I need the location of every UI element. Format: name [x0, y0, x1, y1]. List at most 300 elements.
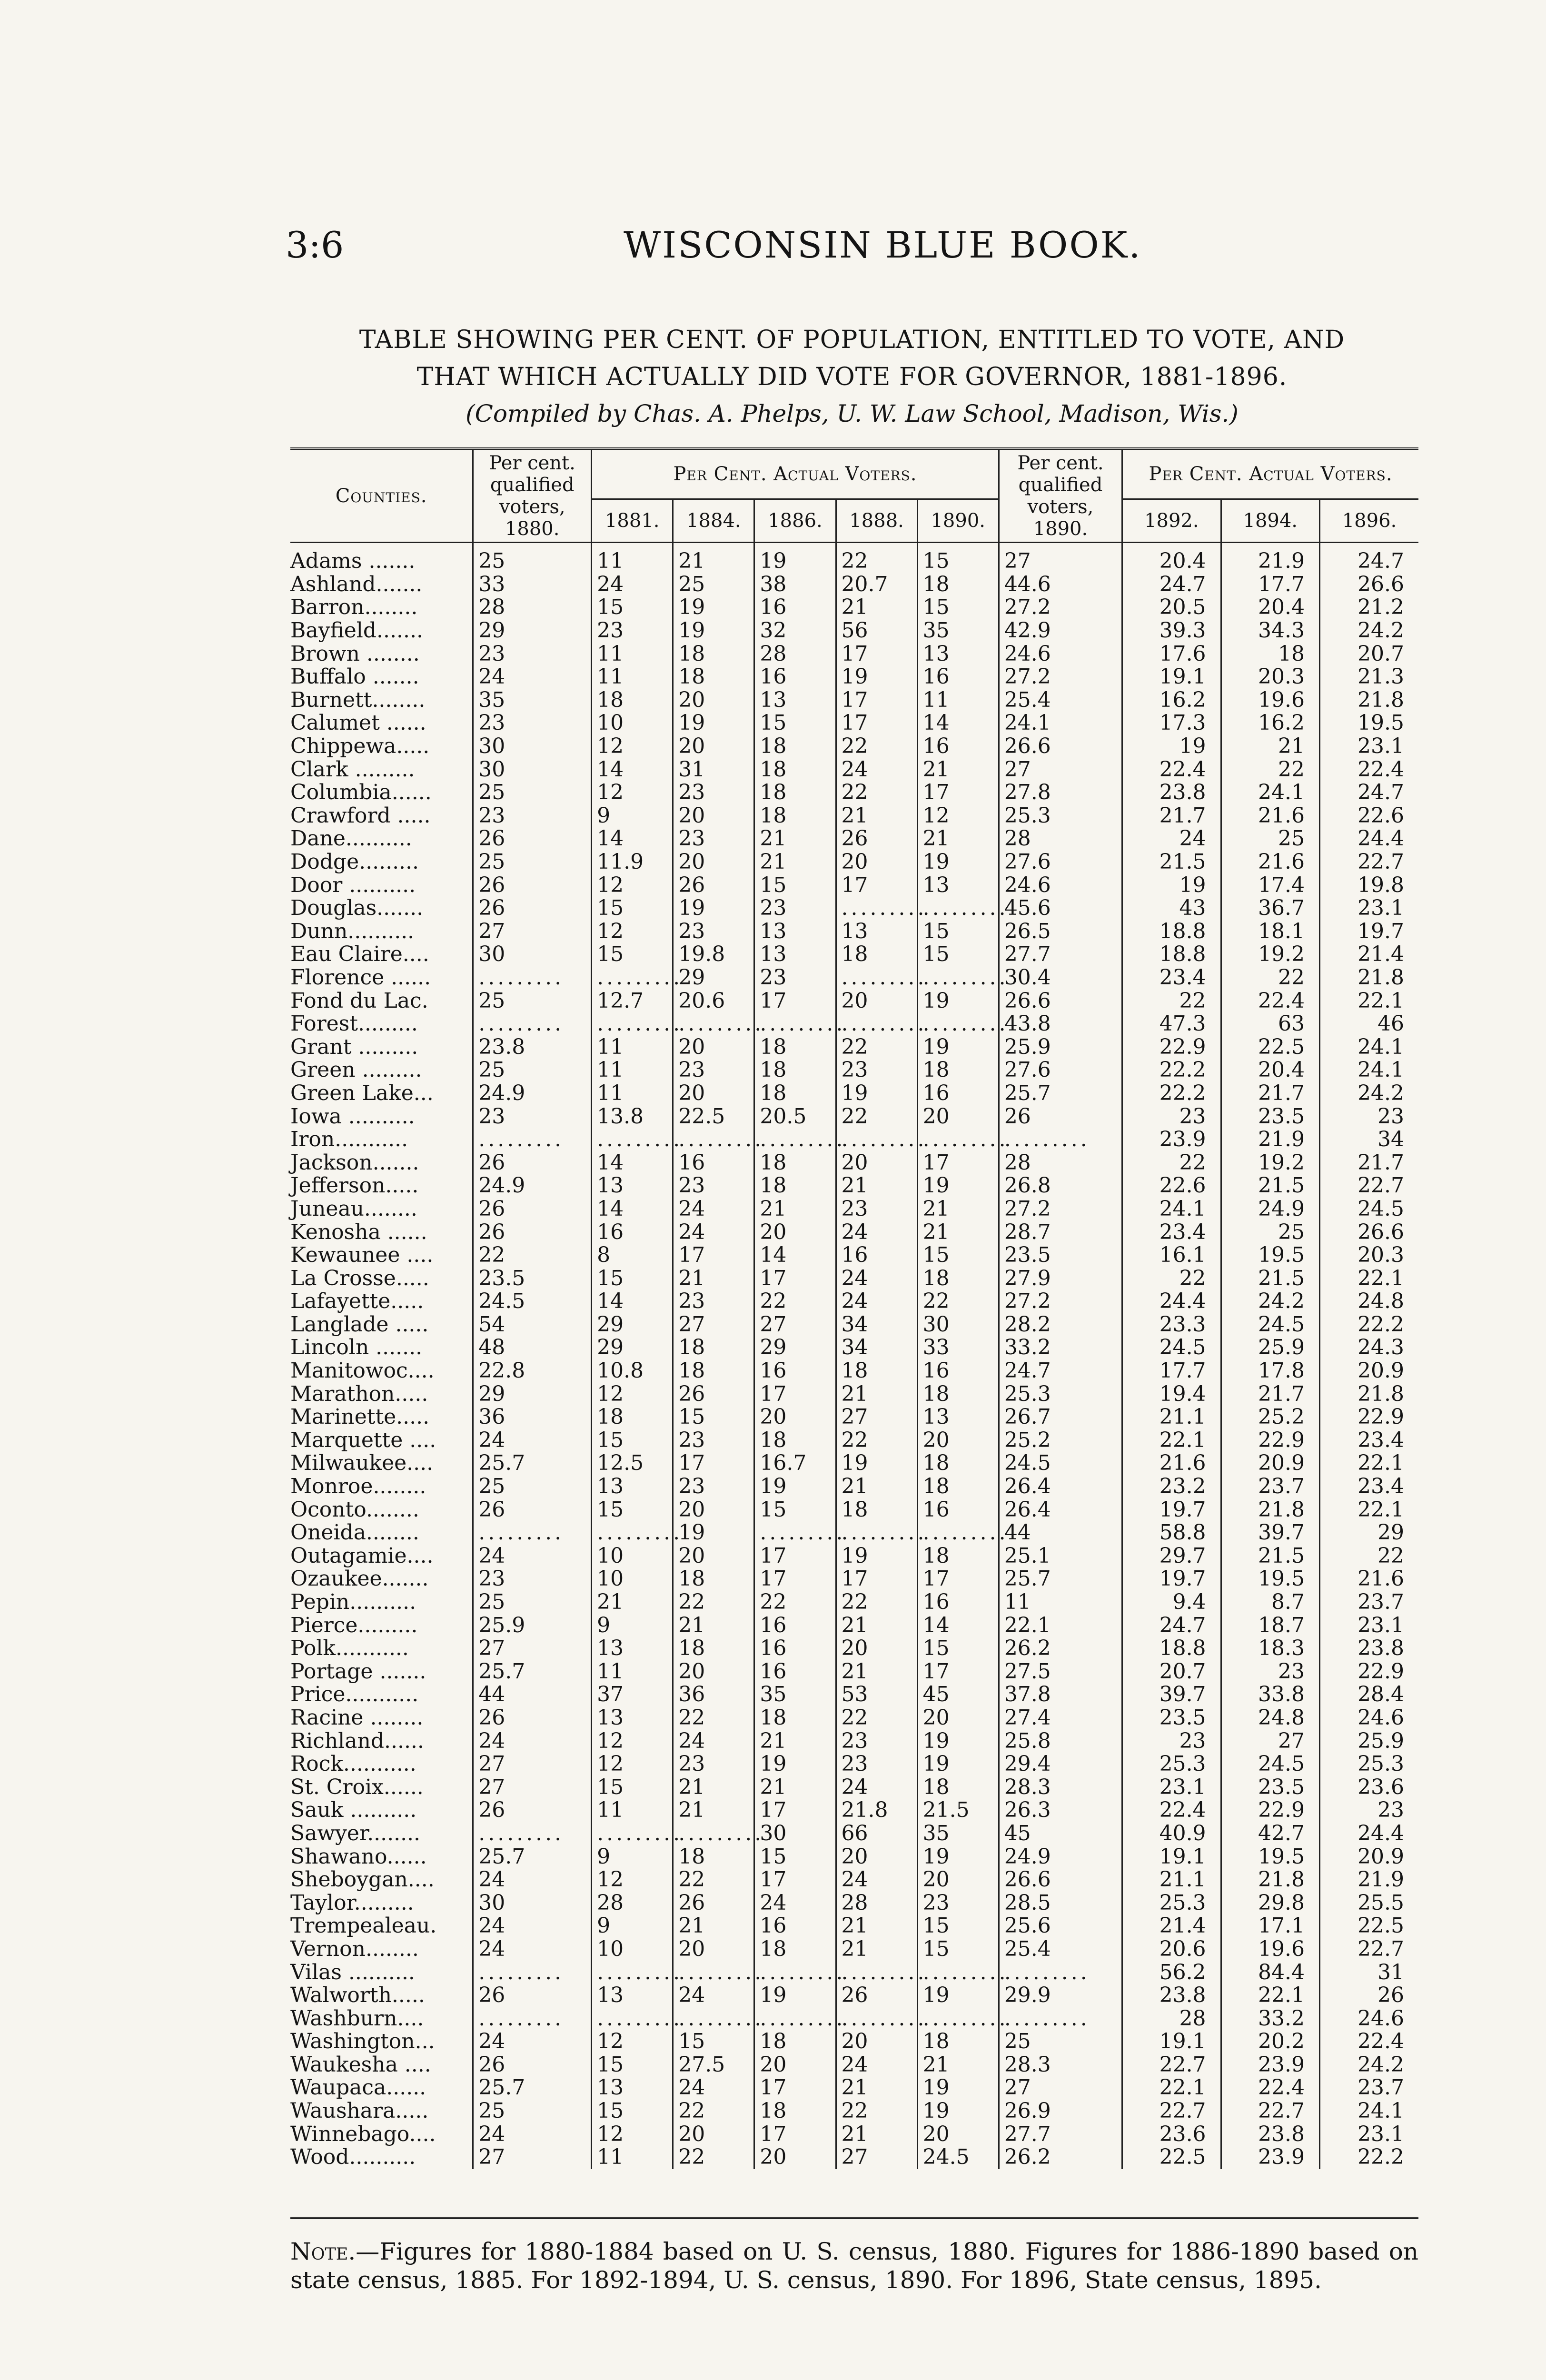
table-row [290, 1290, 1418, 1313]
percentage-cell: 16 [673, 1151, 754, 1174]
footnote-text: —Figures for 1880-1884 based on U. S. census, 1880. Figures for 1886-1890 based on state census, 1885. For 1892-1894, U. S. census, 1890. For 1896, State census, 1895. [290, 2238, 1418, 2294]
percentage-cell: 26.8 [999, 1174, 1122, 1198]
percentage-cell: 19.1 [1122, 2030, 1221, 2053]
county-name: Walworth..... [290, 1983, 425, 2008]
county-name: Waushara..... [290, 2099, 429, 2123]
percentage-cell: 37 [592, 1683, 673, 1706]
percentage-cell: 24.8 [1221, 1706, 1319, 1730]
percentage-cell: 21.9 [1319, 1868, 1418, 1892]
percentage-cell: 27.2 [999, 665, 1122, 689]
percentage-cell: 23.4 [1319, 1429, 1418, 1452]
percentage-cell: 23.8 [1122, 1984, 1221, 2007]
percentage-cell: 23.1 [1319, 735, 1418, 758]
percentage-cell: 22.1 [1221, 1984, 1319, 2007]
percentage-cell: 46 [1319, 1012, 1418, 1036]
percentage-cell: 33.2 [1221, 2007, 1319, 2030]
percentage-cell: 23.5 [999, 1244, 1122, 1267]
percentage-cell: 23.4 [1122, 966, 1221, 990]
percentage-cell: 22.2 [1319, 1313, 1418, 1337]
page-header [286, 224, 1418, 267]
percentage-cell: 17 [836, 1567, 917, 1591]
percentage-cell: 22 [836, 1706, 917, 1730]
percentage-cell: 18 [673, 1567, 754, 1591]
percentage-cell: ......... [754, 1128, 836, 1151]
percentage-cell: 20 [836, 1637, 917, 1660]
percentage-cell: 12.5 [592, 1452, 673, 1475]
table-row [290, 1105, 1418, 1128]
percentage-cell: 26 [836, 1984, 917, 2007]
county-name: Florence ...... [290, 965, 431, 990]
percentage-cell: ......... [917, 1961, 999, 1984]
percentage-cell: ......... [836, 1012, 917, 1036]
percentage-cell: 19 [754, 1984, 836, 2007]
percentage-cell: ......... [917, 1521, 999, 1545]
percentage-cell: ......... [754, 1961, 836, 1984]
table-row [290, 619, 1418, 643]
percentage-cell: 26 [473, 1799, 592, 1822]
percentage-cell: 27.7 [999, 943, 1122, 966]
percentage-cell: 24.2 [1319, 619, 1418, 643]
percentage-cell: ......... [673, 1822, 754, 1845]
percentage-cell: 17.7 [1221, 573, 1319, 596]
table-row [290, 943, 1418, 966]
percentage-cell: 24 [473, 1545, 592, 1568]
percentage-cell: 24 [473, 1914, 592, 1938]
percentage-cell: 18 [754, 2100, 836, 2123]
percentage-cell: 22.5 [1319, 1914, 1418, 1938]
header-qualified-1890: Per cent. qualified voters, 1890. [999, 450, 1122, 543]
county-name: Sawyer........ [290, 1821, 421, 1845]
county-name: Langlade ..... [290, 1312, 429, 1337]
table-row [290, 781, 1418, 804]
percentage-cell: 16.2 [1221, 712, 1319, 735]
percentage-cell: 27 [473, 1637, 592, 1660]
percentage-cell: 27 [836, 2146, 917, 2169]
percentage-cell: 22 [1221, 966, 1319, 990]
percentage-cell: 17.8 [1221, 1359, 1319, 1383]
percentage-cell: 21 [917, 758, 999, 781]
table-row [290, 642, 1418, 665]
table-row [290, 543, 1418, 573]
percentage-cell: 28 [592, 1891, 673, 1914]
percentage-cell: 21.7 [1319, 1151, 1418, 1174]
percentage-cell: 24 [1122, 827, 1221, 851]
table-row [290, 920, 1418, 943]
percentage-cell: 22 [1122, 1151, 1221, 1174]
percentage-cell: 38 [754, 573, 836, 596]
percentage-cell: 11.9 [592, 851, 673, 874]
percentage-cell: 21.7 [1221, 1082, 1319, 1105]
percentage-cell: 29.7 [1122, 1545, 1221, 1568]
county-name: Iron........... [290, 1127, 408, 1152]
percentage-cell: 19.5 [1221, 1567, 1319, 1591]
percentage-cell: 23 [1122, 1105, 1221, 1128]
table-row [290, 2122, 1418, 2146]
percentage-cell: 11 [592, 2146, 673, 2169]
percentage-cell: 25.9 [473, 1614, 592, 1637]
percentage-cell: 18 [754, 1706, 836, 1730]
table-row [290, 1429, 1418, 1452]
percentage-cell: 17 [754, 1267, 836, 1290]
percentage-cell: 22.9 [1319, 1406, 1418, 1429]
percentage-cell: 19.4 [1122, 1382, 1221, 1406]
percentage-cell: 54 [473, 1313, 592, 1337]
percentage-cell: 18 [754, 804, 836, 828]
percentage-cell: 12 [592, 1753, 673, 1776]
percentage-cell: 27 [473, 1775, 592, 1799]
percentage-cell: 22.1 [1319, 1267, 1418, 1290]
percentage-cell: 20.4 [1122, 543, 1221, 573]
percentage-cell: 24.2 [1319, 2053, 1418, 2077]
percentage-cell: 18.8 [1122, 920, 1221, 943]
percentage-cell: 33.2 [999, 1336, 1122, 1359]
percentage-cell: 16.2 [1122, 689, 1221, 712]
percentage-cell: 23.5 [1122, 1706, 1221, 1730]
percentage-cell: 26 [473, 1151, 592, 1174]
table-row [290, 1775, 1418, 1799]
percentage-cell: 19 [836, 1545, 917, 1568]
table-row [290, 1198, 1418, 1221]
percentage-cell: 21 [673, 1267, 754, 1290]
percentage-cell: 14 [754, 1244, 836, 1267]
percentage-cell: 19 [917, 1035, 999, 1059]
percentage-cell: 27.5 [673, 2053, 754, 2077]
percentage-cell: 20 [917, 1105, 999, 1128]
percentage-cell: 20 [673, 1035, 754, 1059]
percentage-cell: 18 [673, 1845, 754, 1868]
percentage-cell: 28 [473, 596, 592, 619]
percentage-cell: 24 [473, 1729, 592, 1753]
percentage-cell: 20.7 [1319, 642, 1418, 665]
percentage-cell: 24.2 [1319, 1082, 1418, 1105]
percentage-cell: 18.7 [1221, 1614, 1319, 1637]
percentage-cell: 27 [754, 1313, 836, 1337]
vote-table-frame [290, 447, 1418, 2219]
percentage-cell: 20.4 [1221, 596, 1319, 619]
percentage-cell: 17 [836, 642, 917, 665]
percentage-cell: 26 [473, 1220, 592, 1244]
percentage-cell: 18 [917, 1775, 999, 1799]
percentage-cell: 22.1 [999, 1614, 1122, 1637]
percentage-cell: 23.6 [1319, 1775, 1418, 1799]
table-row [290, 1660, 1418, 1684]
percentage-cell: 19 [917, 1753, 999, 1776]
percentage-cell: 18 [917, 1475, 999, 1498]
percentage-cell: 23 [473, 712, 592, 735]
percentage-cell: 22.9 [1319, 1660, 1418, 1684]
percentage-cell: 30 [473, 758, 592, 781]
percentage-cell: 23 [673, 1290, 754, 1313]
percentage-cell: 13 [917, 642, 999, 665]
percentage-cell: 33 [917, 1336, 999, 1359]
percentage-cell: 27.5 [999, 1660, 1122, 1684]
county-name: Vernon........ [290, 1936, 419, 1961]
county-name: Pepin.......... [290, 1590, 416, 1615]
running-title: WISCONSIN BLUE BOOK. [624, 224, 1142, 266]
percentage-cell: 17 [673, 1244, 754, 1267]
header-actual-voters-1892-1896: Per Cent. Actual Voters. [1122, 450, 1418, 499]
percentage-cell: 24 [473, 1429, 592, 1452]
table-row [290, 689, 1418, 712]
percentage-cell: 22.7 [1319, 1938, 1418, 1961]
county-name: Outagamie.... [290, 1543, 434, 1568]
percentage-cell: 8 [592, 1244, 673, 1267]
percentage-cell: 31 [673, 758, 754, 781]
percentage-cell: 20 [754, 2053, 836, 2077]
percentage-cell: 18 [754, 735, 836, 758]
table-row [290, 1683, 1418, 1706]
percentage-cell: ......... [917, 897, 999, 920]
county-name: Jefferson..... [290, 1173, 419, 1198]
percentage-cell: 25.8 [999, 1729, 1122, 1753]
percentage-cell: 23 [836, 1198, 917, 1221]
percentage-cell: 24.6 [1319, 2007, 1418, 2030]
table-row [290, 1521, 1418, 1545]
percentage-cell: ......... [473, 1961, 592, 1984]
percentage-cell: 19 [673, 897, 754, 920]
percentage-cell: 13 [592, 1475, 673, 1498]
percentage-cell: 29 [592, 1336, 673, 1359]
table-row [290, 1891, 1418, 1914]
percentage-cell: 9 [592, 804, 673, 828]
table-row [290, 596, 1418, 619]
percentage-cell: 21 [836, 1660, 917, 1684]
table-row [290, 1313, 1418, 1337]
table-title [286, 321, 1418, 396]
table-row [290, 1359, 1418, 1383]
percentage-cell: 26 [673, 1891, 754, 1914]
county-name: Kenosha ...... [290, 1220, 427, 1244]
percentage-cell: ......... [473, 2007, 592, 2030]
percentage-cell: 22.7 [1122, 2053, 1221, 2077]
percentage-cell: 56.2 [1122, 1961, 1221, 1984]
percentage-cell: 9 [592, 1914, 673, 1938]
percentage-cell: 20 [917, 1868, 999, 1892]
percentage-cell: 24.5 [917, 2146, 999, 2169]
header-year: 1896. [1319, 499, 1418, 543]
percentage-cell: 25 [473, 1475, 592, 1498]
county-name: Marquette .... [290, 1428, 436, 1452]
percentage-cell: 17 [754, 1545, 836, 1568]
percentage-cell: 26 [1319, 1984, 1418, 2007]
percentage-cell: 18 [836, 1498, 917, 1521]
percentage-cell: ......... [917, 1012, 999, 1036]
percentage-cell: 23 [1221, 1660, 1319, 1684]
percentage-cell: 24 [836, 1220, 917, 1244]
percentage-cell: 28.2 [999, 1313, 1122, 1337]
percentage-cell: 23 [673, 920, 754, 943]
percentage-cell: ......... [836, 1521, 917, 1545]
percentage-cell: 22.4 [1319, 758, 1418, 781]
percentage-cell: 20 [673, 1938, 754, 1961]
percentage-cell: 14 [592, 1198, 673, 1221]
percentage-cell: 22 [836, 735, 917, 758]
percentage-cell: 21.4 [1319, 943, 1418, 966]
percentage-cell: 21 [673, 543, 754, 573]
percentage-cell: 12.7 [592, 989, 673, 1012]
percentage-cell: 22.6 [1319, 804, 1418, 828]
percentage-cell: 14 [917, 712, 999, 735]
percentage-cell: 28.3 [999, 2053, 1122, 2077]
percentage-cell: 13 [592, 1706, 673, 1730]
percentage-cell: 31 [1319, 1961, 1418, 1984]
percentage-cell: 21 [917, 827, 999, 851]
percentage-cell: 13 [917, 873, 999, 897]
percentage-cell: ......... [836, 1961, 917, 1984]
percentage-cell: 17 [754, 2076, 836, 2100]
percentage-cell: 14 [592, 1151, 673, 1174]
percentage-cell: 20 [836, 851, 917, 874]
county-name: Bayfield....... [290, 618, 423, 643]
percentage-cell: 18 [754, 781, 836, 804]
table-row [290, 897, 1418, 920]
percentage-cell: 23 [1319, 1105, 1418, 1128]
percentage-cell: 20 [917, 1429, 999, 1452]
percentage-cell: 28.4 [1319, 1683, 1418, 1706]
percentage-cell: 17.4 [1221, 873, 1319, 897]
percentage-cell: 24.1 [1319, 2100, 1418, 2123]
percentage-cell: 23.7 [1319, 1591, 1418, 1614]
percentage-cell: 21 [836, 1914, 917, 1938]
percentage-cell: 22 [754, 1591, 836, 1614]
table-row [290, 1614, 1418, 1637]
percentage-cell: 24.1 [1221, 781, 1319, 804]
percentage-cell: 22.4 [1122, 758, 1221, 781]
percentage-cell: 24 [592, 573, 673, 596]
county-name: Kewaunee .... [290, 1243, 434, 1268]
percentage-cell: 22.7 [1221, 2100, 1319, 2123]
percentage-cell: 28 [836, 1891, 917, 1914]
percentage-cell: 22.4 [1122, 1799, 1221, 1822]
percentage-cell: 22.9 [1122, 1035, 1221, 1059]
percentage-cell: 17 [836, 689, 917, 712]
percentage-cell: 30 [473, 735, 592, 758]
percentage-cell: 13 [592, 1984, 673, 2007]
percentage-cell: 21.8 [1319, 1382, 1418, 1406]
percentage-cell: 22 [673, 1591, 754, 1614]
percentage-cell: 18 [1221, 642, 1319, 665]
percentage-cell: 19.6 [1221, 689, 1319, 712]
table-row [290, 665, 1418, 689]
header-year: 1881. [592, 499, 673, 543]
header-actual-voters-1881-1890: Per Cent. Actual Voters. [592, 450, 999, 499]
percentage-cell: 22.1 [1122, 1429, 1221, 1452]
percentage-cell: ......... [754, 1012, 836, 1036]
percentage-cell: 24.1 [1122, 1198, 1221, 1221]
table-row [290, 1498, 1418, 1521]
percentage-cell: 20 [917, 2122, 999, 2146]
percentage-cell: 24 [836, 758, 917, 781]
percentage-cell: 21.5 [917, 1799, 999, 1822]
percentage-cell: 12 [592, 781, 673, 804]
percentage-cell: 12 [592, 1729, 673, 1753]
percentage-cell: 23 [754, 966, 836, 990]
table-row [290, 1845, 1418, 1868]
header-year: 1886. [754, 499, 836, 543]
percentage-cell: 22.5 [1122, 2146, 1221, 2169]
percentage-cell: 16 [917, 1498, 999, 1521]
percentage-cell: 20 [673, 1660, 754, 1684]
percentage-cell: 33 [473, 573, 592, 596]
percentage-cell: 21 [836, 1174, 917, 1198]
percentage-cell: 21 [754, 1729, 836, 1753]
percentage-cell: 11 [999, 1591, 1122, 1614]
percentage-cell: 24 [836, 1267, 917, 1290]
percentage-cell: 22.4 [1221, 989, 1319, 1012]
percentage-cell: 18.1 [1221, 920, 1319, 943]
percentage-cell: 29 [473, 619, 592, 643]
percentage-cell: ......... [917, 2007, 999, 2030]
county-name: Burnett........ [290, 687, 426, 712]
percentage-cell: 28.5 [999, 1891, 1122, 1914]
percentage-cell: 26.9 [999, 2100, 1122, 2123]
county-name: Racine ........ [290, 1705, 424, 1730]
percentage-cell: 21.8 [1319, 689, 1418, 712]
percentage-cell: 18 [673, 1336, 754, 1359]
percentage-cell: 29 [1319, 1521, 1418, 1545]
percentage-cell: 11 [592, 642, 673, 665]
percentage-cell: 29 [592, 1313, 673, 1337]
percentage-cell: 18 [754, 1151, 836, 1174]
percentage-cell: 24.6 [1319, 1706, 1418, 1730]
percentage-cell: ......... [592, 2007, 673, 2030]
table-row [290, 1868, 1418, 1892]
percentage-cell: 19 [917, 989, 999, 1012]
percentage-cell: 25.9 [1221, 1336, 1319, 1359]
table-row [290, 1753, 1418, 1776]
percentage-cell: 9 [592, 1614, 673, 1637]
percentage-cell: 18 [673, 1359, 754, 1383]
table-row [290, 1822, 1418, 1845]
percentage-cell: 21 [754, 1775, 836, 1799]
percentage-cell: 24.7 [1122, 573, 1221, 596]
table-row [290, 851, 1418, 874]
percentage-cell: 10.8 [592, 1359, 673, 1383]
percentage-cell: 15 [917, 920, 999, 943]
percentage-cell: 8.7 [1221, 1591, 1319, 1614]
percentage-cell: 21 [836, 1614, 917, 1637]
percentage-cell: 20 [673, 851, 754, 874]
percentage-cell: 19 [917, 1174, 999, 1198]
percentage-cell: 21.5 [1221, 1267, 1319, 1290]
percentage-cell: 30 [917, 1313, 999, 1337]
percentage-cell: 24.3 [1319, 1336, 1418, 1359]
percentage-cell: 25 [999, 2030, 1122, 2053]
percentage-cell: 18 [754, 1938, 836, 1961]
percentage-cell: 44.6 [999, 573, 1122, 596]
percentage-cell: 21.9 [1221, 543, 1319, 573]
percentage-cell: 16 [917, 1359, 999, 1383]
percentage-cell: ......... [473, 1822, 592, 1845]
percentage-cell: 25.3 [999, 1382, 1122, 1406]
vote-percentage-table [290, 450, 1418, 2169]
percentage-cell: 21 [836, 1382, 917, 1406]
county-name: La Crosse..... [290, 1266, 429, 1290]
percentage-cell: 21.2 [1319, 596, 1418, 619]
percentage-cell: 22.1 [1319, 1452, 1418, 1475]
percentage-cell: 84.4 [1221, 1961, 1319, 1984]
percentage-cell: 22 [836, 781, 917, 804]
percentage-cell: 20 [836, 1151, 917, 1174]
percentage-cell: 22.2 [1122, 1059, 1221, 1082]
percentage-cell: ......... [999, 1128, 1122, 1151]
percentage-cell: 35 [754, 1683, 836, 1706]
percentage-cell: 22 [473, 1244, 592, 1267]
percentage-cell: ......... [673, 2007, 754, 2030]
percentage-cell: 24.1 [999, 712, 1122, 735]
percentage-cell: 21 [592, 1591, 673, 1614]
percentage-cell: 23.8 [1221, 2122, 1319, 2146]
